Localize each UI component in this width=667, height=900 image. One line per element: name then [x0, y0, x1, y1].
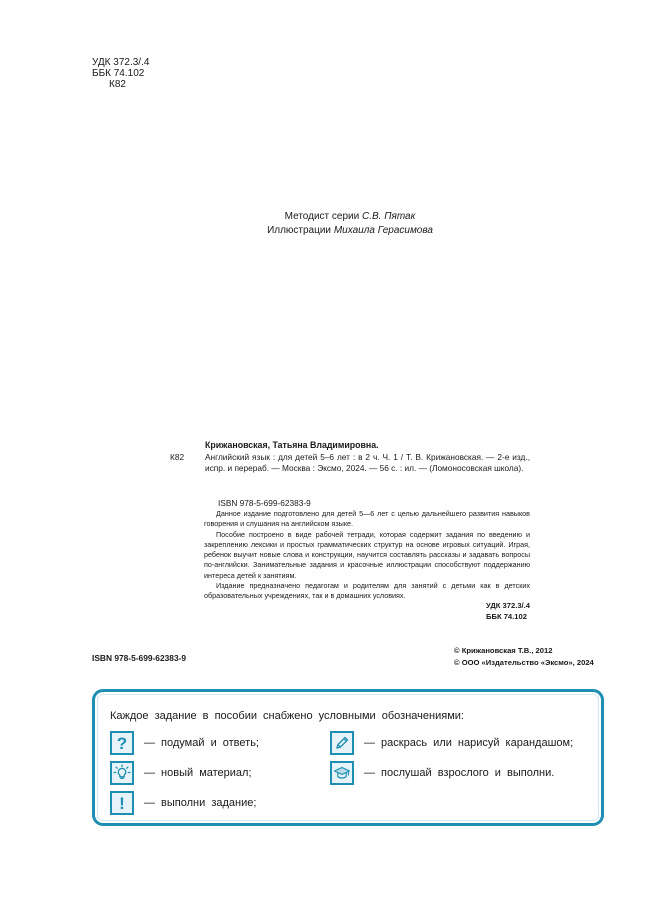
annotation-paragraph: Пособие построено в виде рабочей тетради, которая содержит задания по введению и закреплению лексики и простых грамматических структур на основе игровых ситуаций. Играя, ребенок выучит новые слова и конструкции, научится составлять рассказы и задавать вопросы по-английски. Занимательные задания и красочные иллюстрации способствуют поддержанию интереса детей к занятиям. — [204, 529, 530, 580]
legend-draw-text: — раскрась или нарисуй карандашом; — [364, 737, 574, 749]
copyright-author: © Крижановская Т.В., 2012 — [454, 646, 553, 655]
bbk-code: ББК 74.102 — [92, 68, 145, 79]
biblio-author: Крижановская, Татьяна Владимировна. — [205, 440, 379, 450]
illustrations-name: Михаила Герасимова — [333, 224, 433, 236]
legend-item-do-task — [110, 791, 256, 815]
annotation-bbk: ББК 74.102 — [486, 611, 527, 621]
annotation-udk: УДК 372.3/.4 — [486, 601, 530, 610]
exclamation-icon — [110, 791, 134, 815]
methodist-line — [200, 210, 500, 224]
biblio-isbn: ISBN 978-5-699-62383-9 — [218, 498, 311, 508]
legend-listen-text: — послушай взрослого и выполни. — [364, 767, 555, 779]
biblio-code: К82 — [170, 451, 185, 462]
question-icon — [110, 731, 134, 755]
exclamation-mark: ! — [119, 793, 125, 813]
legend-item-think — [110, 731, 259, 755]
legend-item-new-material — [110, 761, 252, 785]
legend-do-task-text: — выполни задание; — [144, 797, 257, 809]
copyright — [454, 645, 594, 668]
illustrations-line — [200, 224, 500, 238]
annotation — [204, 509, 530, 602]
credits — [200, 210, 500, 237]
legend-item-listen — [330, 761, 554, 785]
methodist-label: Методист серии — [284, 211, 360, 222]
udk-block — [92, 57, 149, 90]
illustrations-label: Иллюстрации — [267, 224, 332, 236]
question-mark: ? — [116, 733, 128, 753]
graduation-cap-icon — [330, 761, 354, 785]
legend-title: Каждое задание в пособии снабжено условными обозначениями: — [110, 710, 464, 722]
legend-item-draw — [330, 731, 573, 755]
legend-box — [92, 689, 604, 826]
methodist-name: С.В. Пятак — [362, 211, 416, 222]
annotation-paragraph: Издание предназначено педагогам и родителям для занятий с детьми как в детских образовательных учреждениях, так и в домашних условиях. — [204, 581, 530, 601]
author-mark: К82 — [109, 79, 126, 90]
annotation-paragraph: Данное издание подготовлено для детей 5—6 лет с целью дальнейшего развития навыков говорения и слушания на английском языке. — [204, 509, 530, 529]
legend-think-text: — подумай и ответь; — [144, 737, 259, 749]
biblio-description: Английский язык : для детей 5–6 лет : в 2 ч. Ч. 1 / Т. В. Крижановская. — 2-е изд., испр. и перераб. — Москва : Эксмо, 2024. — 56 с. : ил. — (Ломоносовская школа). — [205, 451, 530, 474]
legend-new-material-text: — новый материал; — [144, 767, 252, 779]
udk-code: УДК 372.3/.4 — [92, 57, 150, 68]
isbn-main: ISBN 978-5-699-62383-9 — [92, 653, 187, 663]
annotation-codes — [486, 601, 530, 622]
copyright-publisher: © ООО «Издательство «Эксмо», 2024 — [454, 657, 594, 667]
lightbulb-icon — [110, 761, 134, 785]
pencil-icon — [330, 731, 354, 755]
